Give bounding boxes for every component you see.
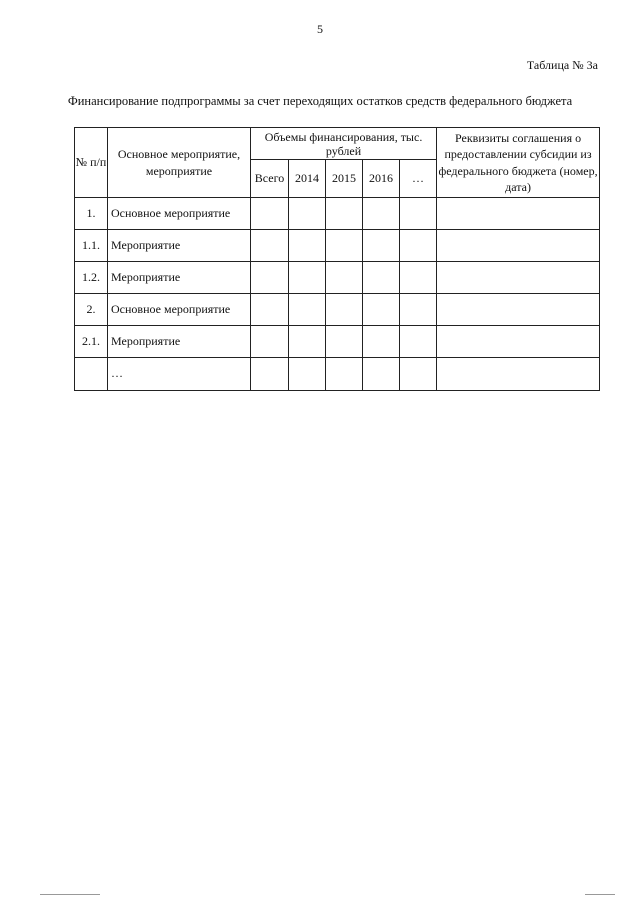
cell-2014 [289, 294, 326, 326]
footer-rule-right [585, 894, 615, 895]
row-number [75, 358, 108, 391]
document-title: Финансирование подпрограммы за счет переходящих остатков средств федерального бюджета [67, 94, 573, 108]
cell-2016 [363, 262, 400, 294]
cell-requisites [437, 326, 600, 358]
cell-more [400, 198, 437, 230]
cell-2016 [363, 326, 400, 358]
cell-requisites [437, 198, 600, 230]
table-row [75, 262, 600, 294]
cell-2015 [326, 198, 363, 230]
cell-2015 [326, 262, 363, 294]
row-number: 2.1. [75, 326, 108, 358]
cell-more [400, 262, 437, 294]
cell-total [251, 230, 289, 262]
table-row [75, 294, 600, 326]
cell-2014 [289, 326, 326, 358]
cell-requisites [437, 294, 600, 326]
cell-total [251, 294, 289, 326]
cell-total [251, 198, 289, 230]
table-row [75, 230, 600, 262]
page-number: 5 [317, 22, 323, 36]
cell-2014 [289, 358, 326, 391]
row-activity: Основное мероприятие [108, 198, 251, 230]
table-row [75, 358, 600, 391]
header-more-years: … [400, 160, 437, 198]
cell-2016 [363, 230, 400, 262]
cell-total [251, 358, 289, 391]
row-number: 1.1. [75, 230, 108, 262]
row-activity: … [108, 358, 251, 391]
header-year-2016: 2016 [363, 160, 400, 198]
cell-more [400, 230, 437, 262]
cell-2015 [326, 326, 363, 358]
cell-more [400, 358, 437, 391]
header-agreement-requisites: Реквизиты соглашения о предоставлении субсидии из федерального бюджета (номер, дата) [437, 128, 600, 198]
row-activity: Мероприятие [108, 230, 251, 262]
cell-2014 [289, 262, 326, 294]
header-year-2014: 2014 [289, 160, 326, 198]
row-activity: Мероприятие [108, 262, 251, 294]
header-total: Всего [251, 160, 289, 198]
cell-requisites [437, 358, 600, 391]
cell-requisites [437, 230, 600, 262]
header-financing-volumes: Объемы финансирования, тыс. рублей [251, 128, 437, 160]
row-number: 2. [75, 294, 108, 326]
header-num: № п/п [75, 128, 108, 198]
row-number: 1. [75, 198, 108, 230]
cell-2016 [363, 294, 400, 326]
row-activity: Мероприятие [108, 326, 251, 358]
table-label: Таблица № 3а [526, 58, 598, 72]
header-activity: Основное мероприятие, мероприятие [108, 128, 251, 198]
table-row [75, 198, 600, 230]
table-row [75, 326, 600, 358]
cell-2014 [289, 198, 326, 230]
cell-more [400, 294, 437, 326]
header-year-2015: 2015 [326, 160, 363, 198]
financing-table [74, 127, 600, 391]
footer-rule-left [40, 894, 100, 895]
cell-2015 [326, 358, 363, 391]
cell-2015 [326, 230, 363, 262]
cell-2016 [363, 358, 400, 391]
cell-2014 [289, 230, 326, 262]
cell-2015 [326, 294, 363, 326]
cell-requisites [437, 262, 600, 294]
cell-total [251, 262, 289, 294]
cell-2016 [363, 198, 400, 230]
row-activity: Основное мероприятие [108, 294, 251, 326]
cell-more [400, 326, 437, 358]
row-number: 1.2. [75, 262, 108, 294]
cell-total [251, 326, 289, 358]
